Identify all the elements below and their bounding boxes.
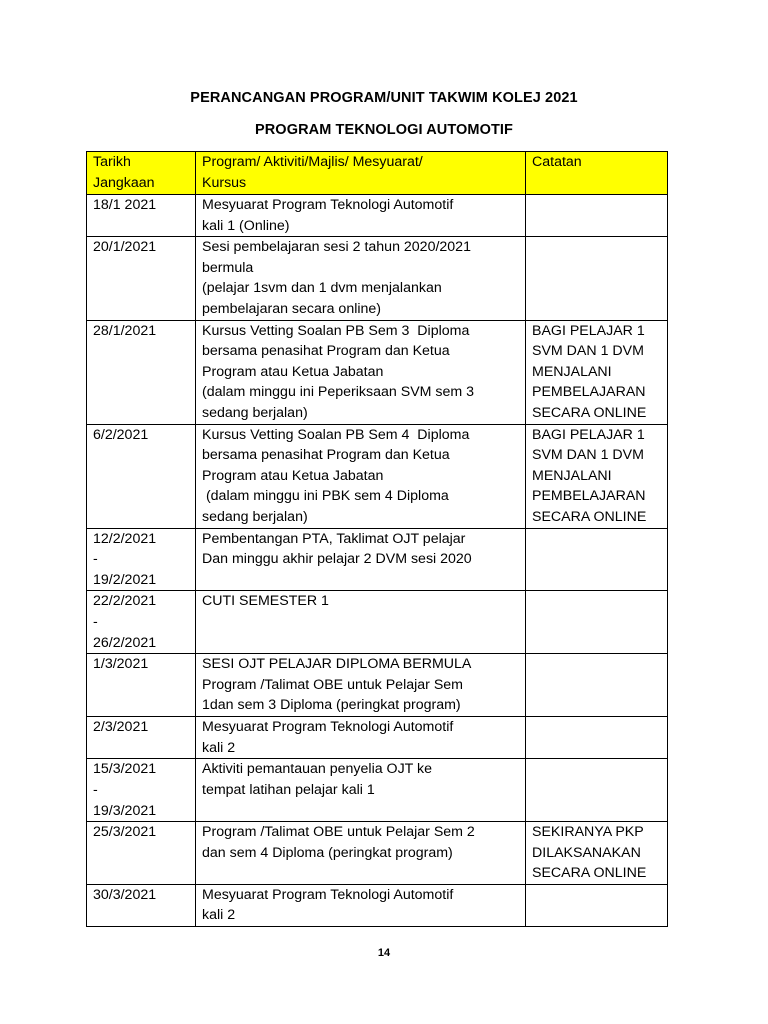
- date-cell-line: 19/3/2021: [93, 802, 157, 819]
- program-cell-line: kali 1 (Online): [202, 217, 290, 234]
- program-cell-line: Mesyuarat Program Teknologi Automotif: [202, 886, 454, 903]
- document-title: PERANCANGAN PROGRAM/UNIT TAKWIM KOLEJ 2021: [190, 90, 578, 106]
- program-cell-line: bermula: [202, 259, 254, 276]
- program-cell: [196, 424, 526, 528]
- program-cell-line: (pelajar 1svm dan 1 dvm menjalankan: [202, 280, 442, 297]
- notes-cell: [526, 528, 668, 591]
- header-program-line: Program/ Aktiviti/Majlis/ Mesyuarat/: [202, 154, 423, 170]
- program-cell: [196, 591, 526, 654]
- date-cell-line: -: [93, 781, 98, 798]
- notes-cell-line: MENJALANI: [532, 363, 612, 380]
- date-cell: [87, 759, 196, 822]
- notes-cell: [526, 424, 668, 528]
- table-row: [87, 591, 668, 654]
- notes-cell-line: PEMBELAJARAN: [532, 488, 646, 505]
- program-cell: [196, 237, 526, 320]
- notes-cell: [526, 591, 668, 654]
- table-row: [87, 424, 668, 528]
- program-cell: [196, 195, 526, 237]
- header-program-line: Kursus: [202, 174, 247, 191]
- program-cell-line: Program /Talimat OBE untuk Pelajar Sem 2: [202, 824, 475, 841]
- program-cell-line: bersama penasihat Program dan Ketua: [202, 447, 450, 464]
- program-cell: [196, 320, 526, 424]
- program-cell-line: Mesyuarat Program Teknologi Automotif: [202, 197, 454, 213]
- date-cell-line: 19/2/2021: [93, 571, 157, 588]
- notes-cell: [526, 822, 668, 885]
- date-cell-line: -: [93, 613, 98, 630]
- program-cell-line: sedang berjalan): [202, 404, 308, 421]
- header-program: [196, 152, 526, 195]
- program-cell-line: Kursus Vetting Soalan PB Sem 3 Diploma: [202, 322, 470, 339]
- program-cell-line: Program atau Ketua Jabatan: [202, 363, 384, 380]
- program-cell-line: Aktiviti pemantauan penyelia OJT ke: [202, 761, 433, 778]
- table-row: [87, 759, 668, 822]
- program-cell-line: Mesyuarat Program Teknologi Automotif: [202, 719, 454, 736]
- table-row: [87, 717, 668, 759]
- program-cell: [196, 822, 526, 885]
- notes-cell-line: SECARA ONLINE: [532, 404, 647, 421]
- program-cell-line: kali 2: [202, 907, 236, 924]
- notes-cell: [526, 654, 668, 717]
- program-cell-line: Program /Talimat OBE untuk Pelajar Sem: [202, 676, 463, 693]
- program-cell-line: Program atau Ketua Jabatan: [202, 467, 384, 484]
- notes-cell: [526, 759, 668, 822]
- date-cell: [87, 320, 196, 424]
- document-subtitle: PROGRAM TEKNOLOGI AUTOMOTIF: [254, 122, 514, 138]
- program-cell: [196, 884, 526, 926]
- date-cell-line: 20/1/2021: [93, 239, 157, 256]
- program-cell-line: 1dan sem 3 Diploma (peringkat program): [202, 697, 461, 714]
- program-cell-line: Kursus Vetting Soalan PB Sem 4 Diploma: [202, 426, 470, 443]
- date-cell-line: 26/2/2021: [93, 634, 157, 651]
- program-cell-line: Pembentangan PTA, Taklimat OJT pelajar: [202, 530, 466, 547]
- table-row: [87, 654, 668, 717]
- date-cell-line: 2/3/2021: [93, 719, 149, 736]
- table-row: [87, 822, 668, 885]
- notes-cell-line: PEMBELAJARAN: [532, 384, 646, 401]
- notes-cell-line: SVM DAN 1 DVM: [532, 343, 644, 360]
- date-cell: [87, 424, 196, 528]
- notes-cell-line: DILAKSANAKAN: [532, 844, 641, 861]
- date-cell-line: 30/3/2021: [93, 886, 157, 903]
- notes-cell: [526, 717, 668, 759]
- program-cell-line: pembelajaran secara online): [202, 300, 382, 317]
- program-cell-line: (dalam minggu ini Peperiksaan SVM sem 3: [202, 384, 475, 401]
- date-cell: [87, 591, 196, 654]
- header-notes: [526, 152, 668, 195]
- program-cell-line: dan sem 4 Diploma (peringkat program): [202, 844, 453, 861]
- notes-cell-line: SECARA ONLINE: [532, 508, 647, 525]
- table-row: [87, 237, 668, 320]
- program-cell-line: Dan minggu akhir pelajar 2 DVM sesi 2020: [202, 551, 472, 568]
- notes-cell-line: BAGI PELAJAR 1: [532, 426, 645, 443]
- date-cell: [87, 822, 196, 885]
- date-cell: [87, 654, 196, 717]
- date-cell: [87, 717, 196, 759]
- date-cell: [87, 237, 196, 320]
- notes-cell-line: SECARA ONLINE: [532, 865, 647, 882]
- program-cell: [196, 759, 526, 822]
- header-date: [87, 152, 196, 195]
- program-cell-line: SESI OJT PELAJAR DIPLOMA BERMULA: [202, 656, 472, 673]
- program-cell-line: bersama penasihat Program dan Ketua: [202, 343, 450, 360]
- header-notes-line: Catatan: [532, 154, 582, 170]
- date-cell-line: 18/1 2021: [93, 197, 157, 213]
- table-row: [87, 195, 668, 237]
- program-cell-line: (dalam minggu ini PBK sem 4 Diploma: [202, 488, 449, 505]
- table-header-row: [87, 152, 668, 195]
- program-cell: [196, 528, 526, 591]
- notes-cell-line: MENJALANI: [532, 467, 612, 484]
- header-date-line: Tarikh: [93, 154, 131, 170]
- notes-cell-line: SEKIRANYA PKP: [532, 824, 644, 841]
- date-cell-line: 28/1/2021: [93, 322, 157, 339]
- notes-cell: [526, 237, 668, 320]
- date-cell-line: -: [93, 551, 98, 568]
- date-cell: [87, 884, 196, 926]
- page-number: 14: [377, 947, 391, 959]
- notes-cell: [526, 320, 668, 424]
- program-cell-line: kali 2: [202, 739, 236, 756]
- notes-cell-line: BAGI PELAJAR 1: [532, 322, 645, 339]
- notes-cell-line: SVM DAN 1 DVM: [532, 447, 644, 464]
- notes-cell: [526, 195, 668, 237]
- program-cell: [196, 654, 526, 717]
- date-cell-line: 1/3/2021: [93, 656, 149, 673]
- program-cell-line: CUTI SEMESTER 1: [202, 593, 329, 610]
- table-row: [87, 528, 668, 591]
- date-cell-line: 12/2/2021: [93, 530, 157, 547]
- date-cell: [87, 528, 196, 591]
- date-cell-line: 25/3/2021: [93, 824, 157, 841]
- date-cell-line: 6/2/2021: [93, 426, 149, 443]
- program-cell-line: Sesi pembelajaran sesi 2 tahun 2020/2021: [202, 239, 471, 256]
- date-cell: [87, 195, 196, 237]
- program-cell-line: sedang berjalan): [202, 508, 308, 525]
- date-cell-line: 15/3/2021: [93, 761, 157, 778]
- header-date-line: Jangkaan: [93, 174, 155, 191]
- table-row: [87, 884, 668, 926]
- program-cell: [196, 717, 526, 759]
- schedule-table: [86, 151, 668, 927]
- date-cell-line: 22/2/2021: [93, 593, 157, 610]
- program-cell-line: tempat latihan pelajar kali 1: [202, 781, 375, 798]
- table-row: [87, 320, 668, 424]
- notes-cell: [526, 884, 668, 926]
